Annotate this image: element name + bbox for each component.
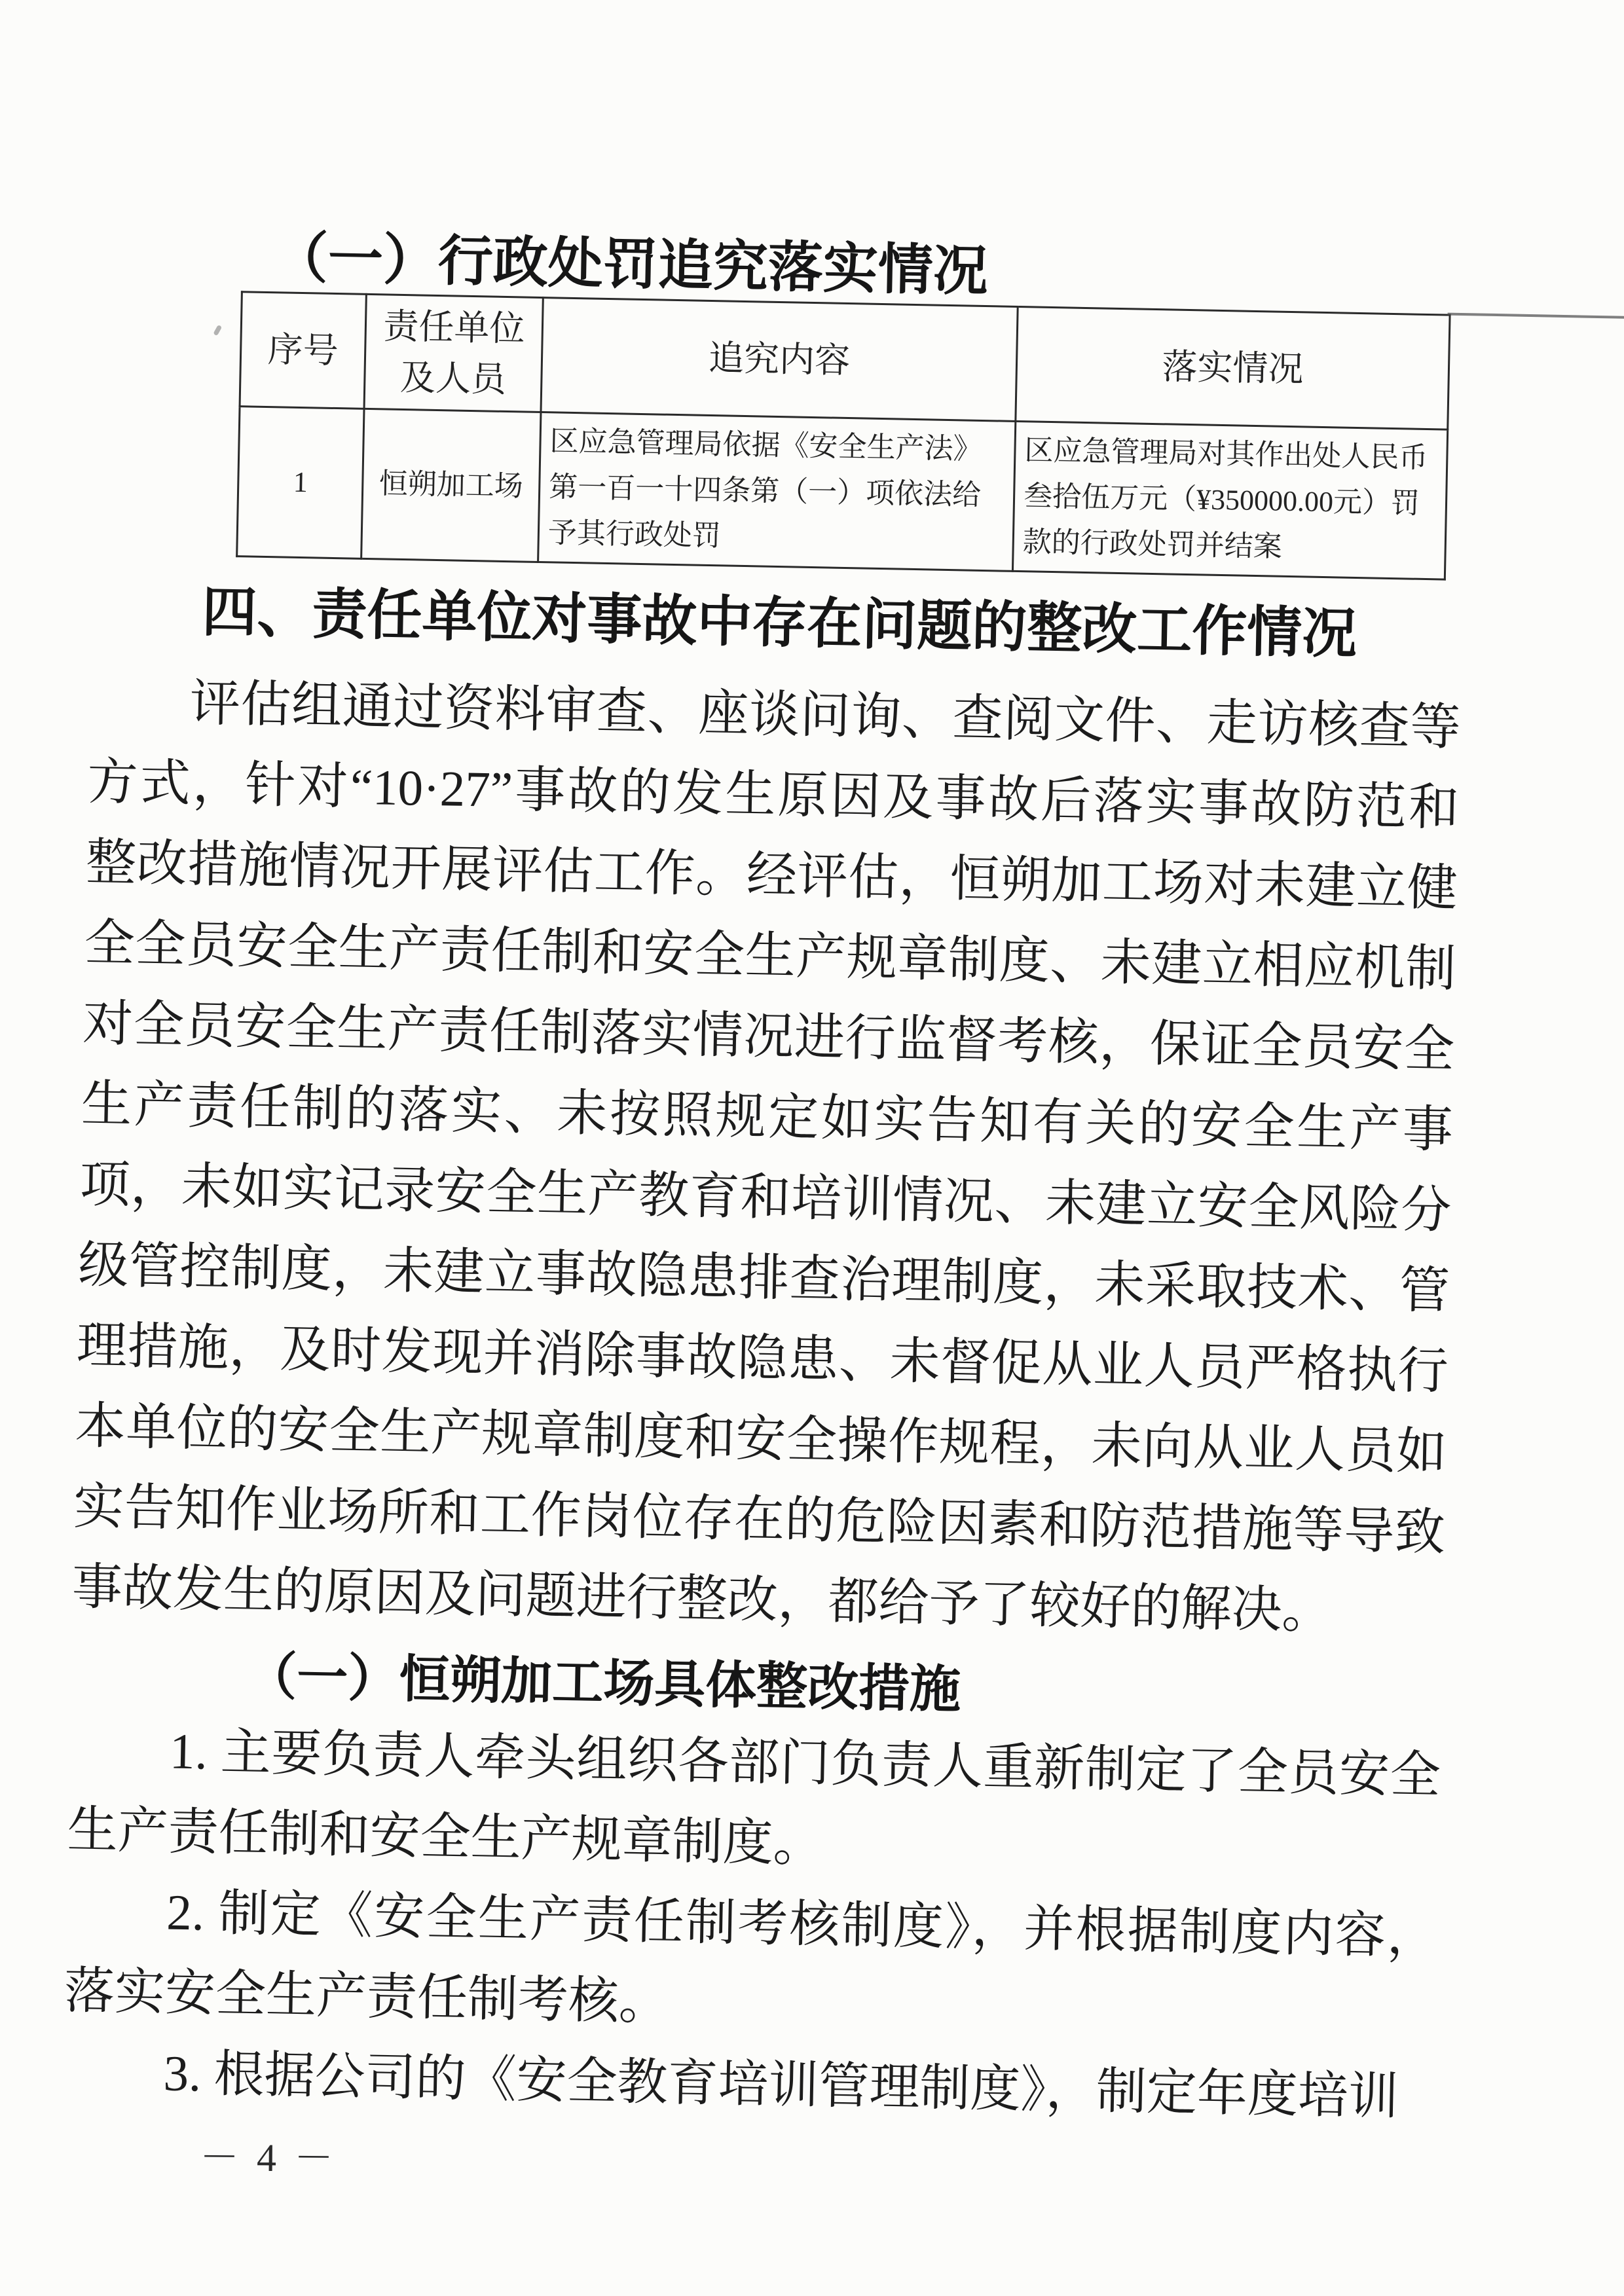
scan-streak-artifact: [1448, 313, 1624, 319]
section-heading-admin-penalty: （一）行政处罚追究落实情况: [272, 228, 989, 303]
table-header-implementation: 落实情况: [1016, 306, 1450, 429]
measure-item-2: 2. 制定《安全生产责任制考核制度》，并根据制度内容，落实安全生产责任制考核。: [64, 1884, 1438, 2031]
subsection-heading-measures: （一）恒朔加工场具体整改措施: [245, 1647, 961, 1719]
section-heading-rectification: 四、责任单位对事故中存在问题的整改工作情况: [201, 582, 1358, 666]
measure-item-1: 1. 主要负责人牵头组织各部门负责人重新制定了全员安全生产责任制和安全生产规章制度。: [66, 1722, 1441, 1872]
table-header-content: 追究内容: [541, 298, 1018, 422]
table-header-unit: 责任单位及人员: [364, 294, 543, 412]
ink-speck-artifact: [213, 325, 222, 336]
table-row: [237, 407, 1448, 579]
cell-content: 区应急管理局依据《安全生产法》第一百一十四条第（一）项依法给予其行政处罚: [538, 412, 1016, 572]
table-header-index: 序号: [240, 292, 366, 409]
cell-implementation: 区应急管理局对其作出处人民币叁拾伍万元（¥350000.00元）罚款的行政处罚并结案: [1012, 421, 1447, 579]
measure-item-3: 3. 根据公司的《安全教育培训管理制度》，制定年度培训: [162, 2045, 1399, 2125]
table-header-row: [240, 292, 1450, 429]
rectification-paragraph: 评估组通过资料审查、座谈问询、查阅文件、走访核查等方式，针对“10·27”事故的发生原因及事故后落实事故防范和整改措施情况开展评估工作。经评估，恒朔加工场对未建立健全全员安全生产责任制和安全生产规章制度、未建立相应机制对全员安全生产责任制落实情况进行监督考核，保证全员安全生产责任制的落实、未按照规定如实告知有关的安全生产事项，未如实记录安全生产教育和培训情况、未建立安全风险分级管控制度，未建立事故隐患排查治理制度，未采取技术、管理措施，及时发现并消除事故隐患、未督促从业人员严格执行本单位的安全生产规章制度和安全操作规程，未向从业人员如实告知作业场所和工作岗位存在的危险因素和防范措施等导致事故发生的原因及问题进行整改，都给予了较好的解决。: [71, 674, 1462, 1639]
cell-unit: 恒朔加工场: [361, 409, 541, 562]
cell-index: 1: [237, 407, 364, 559]
penalty-table: [236, 291, 1450, 580]
page-number: － 4 －: [199, 2136, 338, 2180]
page-content: [62, 219, 1470, 2138]
